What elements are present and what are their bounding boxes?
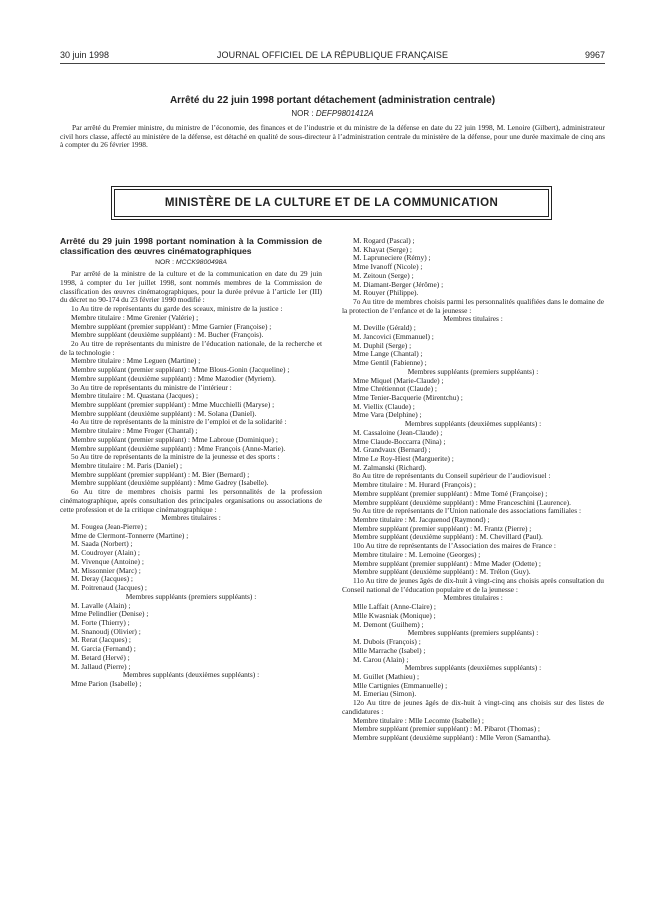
category-heading: Membres suppléants (premiers suppléants) : bbox=[407, 366, 539, 376]
article-1-text: Par arrêté du Premier ministre, du ministre de l’économie, des finances et de l’industrie et du ministre de la défense en date du 22 juin 1998, M. Lenoire (Gilbert), administrateur civil hors classe, affecté au ministère de la défense, est détaché en qualité de sous-directeur à l’administration centrale du ministère de la défense, pour une durée maximale de cinq ans à compter du 26 février 1998. bbox=[60, 123, 605, 150]
paragraph: Membre suppléant (premier suppléant) : M. Bier (Bernard) ; bbox=[71, 469, 250, 479]
member-name: M. Zalmanski (Richard). bbox=[353, 462, 427, 472]
member-name: M. Jancovici (Emmanuel) ; bbox=[353, 331, 434, 341]
member-name: M. Poitrenaud (Jacques) ; bbox=[71, 583, 147, 593]
ministry-box bbox=[114, 189, 549, 217]
member-name: Mme Claude-Boccarra (Nina) ; bbox=[353, 436, 446, 446]
member-name: M. Rogard (Pascal) ; bbox=[353, 236, 415, 245]
member-name: M. Khayat (Serge) ; bbox=[353, 244, 412, 254]
paragraph: 6o Au titre de membres choisis parmi les personnalités de la profession cinématographique, après consultation des principales organisations ou associations de cette profession et de la critique cinématographique : bbox=[60, 487, 322, 514]
member-name: M. Deray (Jacques) ; bbox=[71, 574, 133, 584]
ministry-heading: MINISTÈRE DE LA CULTURE ET DE LA COMMUNICATION bbox=[164, 197, 499, 209]
paragraph: 11o Au titre de jeunes âgés de dix-huit à vingt-cinq ans choisis après consultation du Conseil national de l’éducation populaire et de la jeunesse : bbox=[342, 576, 604, 594]
paragraph: Membre suppléant (premier suppléant) : M. Frantz (Pierre) ; bbox=[353, 523, 532, 533]
page-number: 9967 bbox=[584, 50, 605, 60]
member-name: M. Jallaud (Pierre) ; bbox=[71, 661, 131, 671]
right-column bbox=[342, 237, 604, 743]
category-heading: Membres suppléants (deuxièmes suppléants) : bbox=[404, 419, 542, 429]
paragraph: 1o Au titre de représentants du garde des sceaux, ministre de la justice : bbox=[71, 304, 283, 314]
paragraph: 10o Au titre de représentants de l’Association des maires de France : bbox=[353, 541, 556, 551]
member-name: M. Vivenque (Antoine) ; bbox=[71, 556, 144, 566]
member-name: Mme Le Roy-Hiest (Marguerite) ; bbox=[353, 453, 454, 463]
member-name: M. Missonnier (Marc) ; bbox=[71, 565, 141, 575]
member-name: Mlle Laffait (Anne-Claire) ; bbox=[353, 602, 436, 612]
member-name: M. Diamant-Berger (Jérôme) ; bbox=[353, 279, 444, 289]
category-heading: Membres suppléants (premiers suppléants) : bbox=[407, 628, 539, 638]
paragraph: Membre titulaire : M. Hurard (François) ; bbox=[353, 480, 476, 490]
paragraph: 9o Au titre de représentants de l’Union nationale des associations familiales : bbox=[353, 506, 582, 516]
member-name: Mme de Clermont-Tonnerre (Martine) ; bbox=[71, 530, 189, 540]
paragraph: Membre titulaire : M. Paris (Daniel) ; bbox=[71, 461, 183, 470]
member-name: Mme Lange (Chantal) ; bbox=[353, 349, 423, 359]
paragraph: Membre suppléant (deuxième suppléant) : Mme François (Anne-Marie). bbox=[71, 443, 286, 453]
member-name: Mme Ivanoff (Nicole) ; bbox=[353, 262, 423, 272]
paragraph: Membre suppléant (deuxième suppléant) : Mme Franceschini (Laurence). bbox=[353, 497, 571, 507]
paragraph: 3o Au titre de représentants du ministre de l’intérieur : bbox=[71, 382, 232, 392]
member-name: M. Carou (Alain) ; bbox=[353, 654, 409, 664]
nor-code: DEFP9801412A bbox=[315, 109, 374, 118]
member-name: M. Viellix (Claude) ; bbox=[353, 401, 415, 411]
paragraph: 4o Au titre de représentants de la ministre de l’emploi et de la solidarité : bbox=[71, 417, 287, 427]
paragraph: Membre suppléant (deuxième suppléant) : Mlle Veron (Samantha). bbox=[353, 732, 551, 742]
article-1-title: Arrêté du 22 juin 1998 portant détachement (administration centrale) bbox=[169, 95, 496, 106]
member-name: Mme Miquel (Marie-Claude) ; bbox=[353, 375, 444, 385]
member-name: M. Duphil (Serge) ; bbox=[353, 340, 412, 350]
header-rule bbox=[60, 63, 605, 64]
category-heading: Membres suppléants (premiers suppléants) : bbox=[125, 591, 257, 601]
paragraph: Membre suppléant (premier suppléant) : Mme Labroue (Dominique) ; bbox=[71, 434, 278, 444]
paragraph: Membre suppléant (premier suppléant) : Mme Tomé (Françoise) ; bbox=[353, 488, 548, 498]
member-name: M. Zeitoun (Serge) ; bbox=[353, 270, 414, 280]
member-name: M. Forte (Thierry) ; bbox=[71, 617, 130, 627]
paragraph: Membre suppléant (premier suppléant) : Mme Mader (Odette) ; bbox=[353, 558, 541, 568]
member-name: M. Lapruneciere (Rémy) ; bbox=[353, 253, 431, 263]
paragraph: Membre suppléant (deuxième suppléant) : M. Chevillard (Paul). bbox=[353, 532, 543, 542]
paragraph: Membre titulaire : Mlle Lecomte (Isabelle) ; bbox=[353, 715, 484, 725]
member-name: M. Rerat (Jacques) ; bbox=[71, 635, 131, 645]
nor-label: NOR : bbox=[155, 259, 174, 267]
category-heading: Membres suppléants (deuxièmes suppléants) : bbox=[122, 670, 260, 680]
page-header bbox=[60, 50, 605, 64]
member-name: Mme Gentil (Fabienne) ; bbox=[353, 358, 427, 368]
paragraph: 5o Au titre de représentants de la ministre de la jeunesse et des sports : bbox=[71, 452, 280, 462]
paragraph: Membre titulaire : Mme Froger (Chantal) ; bbox=[71, 426, 198, 436]
member-name: M. Rouyer (Philippe). bbox=[353, 288, 419, 298]
member-name: M. Demont (Guilhem) ; bbox=[353, 619, 424, 629]
member-name: M. Lavalle (Alain) ; bbox=[71, 600, 131, 610]
article-2-nor bbox=[60, 256, 322, 270]
left-column bbox=[60, 237, 322, 689]
member-name: M. Fougea (Jean-Pierre) ; bbox=[71, 522, 147, 532]
paragraph: Membre titulaire : Mme Leguen (Martine) ; bbox=[71, 356, 201, 366]
paragraph: Membre suppléant (premier suppléant) : M. Pibarot (Thomas) ; bbox=[353, 724, 540, 734]
paragraph: Membre suppléant (premier suppléant) : Mme Mucchielli (Maryse) ; bbox=[71, 399, 275, 409]
member-name: Mlle Kwasniak (Monique) ; bbox=[353, 610, 436, 620]
article-1-nor bbox=[60, 109, 605, 118]
member-name: Mme Pelindlier (Denise) ; bbox=[71, 609, 149, 619]
paragraph: Par arrêté de la ministre de la culture et de la communication en date du 29 juin 1998, à compter du 1er juillet 1998, sont nommés membres de la Commission de classification des œuvres cinématographiques, pour la durée prévue à l’article 1er (III) du décret no 90-174 du 23 février 1990 modifié : bbox=[60, 269, 322, 305]
nor-label: NOR : bbox=[291, 109, 314, 118]
article-2-title: Arrêté du 29 juin 1998 portant nomination à la Commission de classification des œuvres cinématographiques bbox=[60, 236, 322, 256]
issue-date: 30 juin 1998 bbox=[60, 50, 110, 60]
paragraph: Membre suppléant (deuxième suppléant) : Mme Mazodier (Myriem). bbox=[71, 373, 276, 383]
member-name: M. Dubois (François) ; bbox=[353, 637, 421, 647]
member-name: Mlle Marrache (Isabel) ; bbox=[353, 645, 426, 655]
paragraph: Membre suppléant (premier suppléant) : Mme Garnier (Françoise) ; bbox=[71, 321, 272, 331]
member-name: M. Betard (Hervé) ; bbox=[71, 652, 130, 662]
member-name: M. Coudroyer (Alain) ; bbox=[71, 548, 140, 558]
paragraph: 2o Au titre de représentants du ministre de l’éducation nationale, de la recherche et de la technologie : bbox=[60, 338, 322, 357]
paragraph: Membre suppléant (deuxième suppléant) : M. Trélon (Guy). bbox=[353, 567, 531, 577]
member-name: M. Deville (Gérald) ; bbox=[353, 323, 416, 333]
member-name: M. Emeriau (Simon). bbox=[353, 689, 417, 699]
member-name: M. Grandvaux (Bernard) ; bbox=[353, 445, 431, 455]
paragraph: Membre suppléant (deuxième suppléant) : M. Solana (Daniel). bbox=[71, 408, 257, 418]
category-heading: Membres titulaires : bbox=[443, 314, 503, 324]
member-name: M. Guillet (Mathieu) ; bbox=[353, 671, 420, 681]
member-name: Mme Vara (Delphine) ; bbox=[353, 410, 422, 420]
paragraph: Membre titulaire : M. Jacquenod (Raymond) ; bbox=[353, 515, 490, 524]
paragraph: 7o Au titre de membres choisis parmi les personnalités qualifiées dans le domaine de la protection de l’enfance et de la jeunesse : bbox=[342, 297, 605, 315]
member-name: Mme Tenier-Bacquerie (Mirentchu) ; bbox=[353, 392, 463, 402]
journal-title: JOURNAL OFFICIEL DE LA RÉPUBLIQUE FRANÇAISE bbox=[216, 50, 449, 60]
paragraph: 12o Au titre de jeunes âgés de dix-huit à vingt-cinq ans choisis sur des listes de candidatures : bbox=[342, 698, 604, 716]
paragraph: Membre suppléant (deuxième suppléant) : M. Bucher (François). bbox=[71, 330, 264, 340]
member-name: M. Saada (Norbert) ; bbox=[71, 539, 133, 549]
member-name: M. Cassaloine (Jean-Claude) ; bbox=[353, 427, 443, 437]
member-name: Mme Chrétiennot (Claude) ; bbox=[353, 384, 437, 394]
paragraph: Membre titulaire : Mme Grenier (Valérie) ; bbox=[71, 312, 199, 322]
paragraph: 8o Au titre de représentants du Conseil supérieur de l’audiovisuel : bbox=[353, 471, 551, 481]
member-name: Mlle Cartignies (Emmanuelle) ; bbox=[353, 680, 448, 690]
paragraph: Membre titulaire : M. Lemoine (Georges) ; bbox=[353, 549, 481, 559]
category-heading: Membres titulaires : bbox=[161, 513, 221, 523]
member-name: M. Snanoudj (Olivier) ; bbox=[71, 626, 141, 636]
category-heading: Membres titulaires : bbox=[443, 593, 503, 603]
category-heading: Membres suppléants (deuxièmes suppléants) : bbox=[404, 663, 542, 673]
member-name: Mme Parion (Isabelle) ; bbox=[71, 678, 142, 688]
nor-code: MCCK9800498A bbox=[175, 259, 227, 267]
paragraph: Membre suppléant (deuxième suppléant) : Mme Gadrey (Isabelle). bbox=[71, 478, 269, 488]
paragraph: Membre titulaire : M. Quastana (Jacques) ; bbox=[71, 391, 199, 401]
paragraph: Membre suppléant (premier suppléant) : Mme Blous-Gonin (Jacqueline) ; bbox=[71, 365, 290, 375]
member-name: M. Garcia (Fernand) ; bbox=[71, 644, 136, 654]
